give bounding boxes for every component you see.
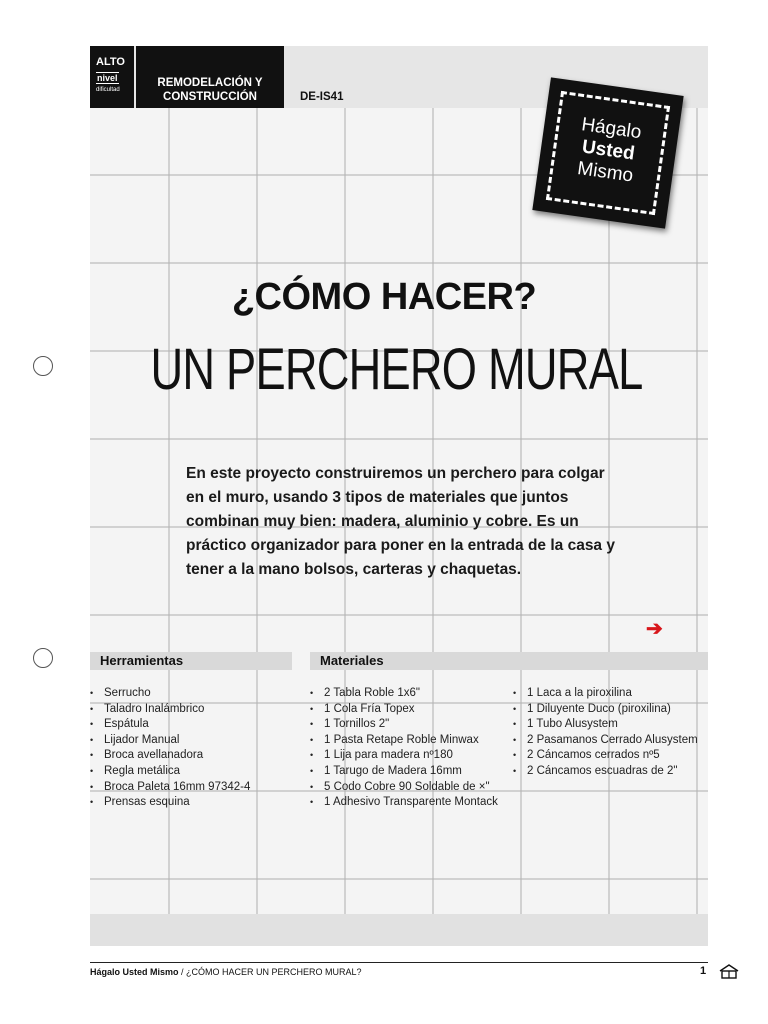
list-item: • 2 Pasamanos Cerrado Alusystem [513,733,698,749]
intro-paragraph: En este proyecto construiremos un perchero para colgar en el muro, usando 3 tipos de materiales que juntos combinan muy bien: madera, aluminio y cobre. Es un práctico organizador para poner en la entrada de la casa y tener a la mano bolsos, carteras y chaquetas. [186,465,615,578]
list-item: • Regla metálica [90,764,250,780]
list-item: • 2 Cáncamos escuadras de 2" [513,764,698,780]
list-item: • 1 Lija para madera nº180 [310,748,498,764]
footer-brand: Hágalo Usted Mismo [90,967,179,977]
category-line1: REMODELACIÓN Y [157,77,263,89]
arrow-right-icon[interactable]: ➔ [646,618,663,640]
list-item: • 1 Tubo Alusystem [513,717,698,733]
house-icon [718,963,740,984]
category-line2: CONSTRUCCIÓN [163,91,257,103]
logo-line3: Mismo [576,158,635,187]
difficulty-badge [90,46,134,108]
tools-list [90,686,250,811]
page-subtitle: UN PERCHERO MURAL [150,337,643,402]
document-code: DE-IS41 [300,91,344,103]
logo-line2: Usted [580,136,636,165]
list-item: • 1 Cola Fría Topex [310,702,498,718]
list-item: • 1 Adhesivo Transparente Montack [310,795,498,811]
tools-heading: Herramientas [100,653,184,668]
list-item: • Broca avellanadora [90,748,250,764]
hagalo-usted-mismo-logo [532,77,683,228]
footer-text [90,967,362,977]
materials-list-col2 [513,686,698,780]
list-item: • 1 Diluyente Duco (piroxilina) [513,702,698,718]
materials-heading: Materiales [320,653,384,668]
list-item: • Serrucho [90,686,250,702]
list-item: • 2 Tabla Roble 1x6" [310,686,498,702]
list-item: • Lijador Manual [90,733,250,749]
page-number: 1 [700,965,707,977]
footer-divider [90,962,708,963]
tools-heading-bar [90,652,292,670]
list-item: • Broca Paleta 16mm 97342-4 [90,780,250,796]
footer-separator: / [178,967,187,977]
list-item: • Taladro Inalámbrico [90,702,250,718]
difficulty-nivel: nivel [97,73,118,83]
logo-line1: Hágalo [580,114,643,144]
list-item: • 1 Pasta Retape Roble Minwax [310,733,498,749]
page-title: ¿CÓMO HACER? [231,276,537,318]
category-badge [136,46,284,108]
materials-heading-bar [310,652,708,670]
binder-hole-icon [33,356,53,376]
list-item: • Prensas esquina [90,795,250,811]
list-item: • 1 Tarugo de Madera 16mm [310,764,498,780]
difficulty-caption: dificultad [96,87,120,93]
list-item: • 1 Tornillos 2" [310,717,498,733]
list-item: • 5 Codo Cobre 90 Soldable de ×" [310,780,498,796]
footer-doc-title: ¿CÓMO HACER UN PERCHERO MURAL? [186,967,362,977]
materials-list-col1 [310,686,498,811]
list-item: • 2 Cáncamos cerrados nº5 [513,748,698,764]
difficulty-level: ALTO [96,56,125,68]
list-item: • Espátula [90,717,250,733]
binder-hole-icon [33,648,53,668]
list-item: • 1 Laca a la piroxilina [513,686,698,702]
bottom-band [90,914,708,946]
